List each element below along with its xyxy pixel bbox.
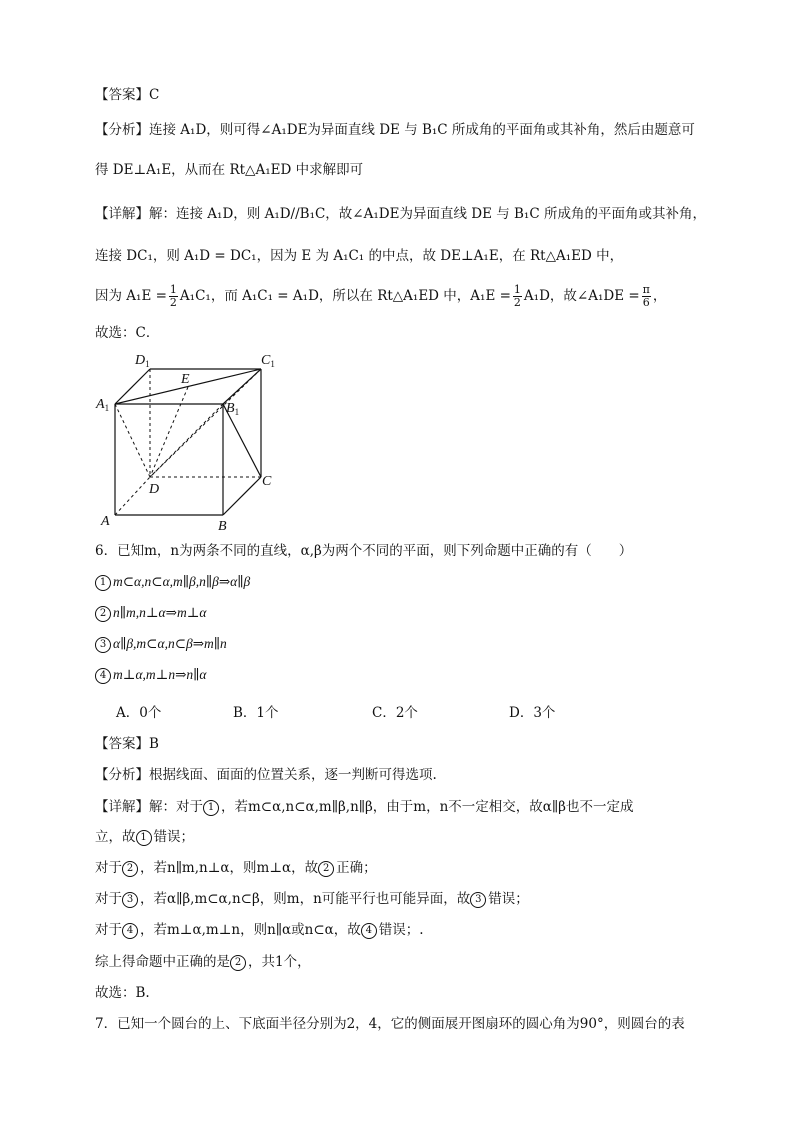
proposition-1-text: m⊂α,n⊂α,m∥β,n∥β⇒α∥β — [113, 574, 251, 589]
q5-choose: 故选：C． — [95, 325, 160, 341]
detail-l3d: ， — [652, 288, 667, 304]
label-d1: $D_1$ — [135, 353, 150, 369]
option-a[interactable]: A．0个 — [116, 705, 162, 721]
d2b: ，若n∥m,n⊥α，则m⊥α，故 — [140, 860, 319, 876]
d1c: 立，故 — [95, 829, 136, 845]
circled-number-4: 4 — [95, 668, 111, 684]
q6-stem: 6．已知m，n为两条不同的直线，α,β为两个不同的平面，则下列命题中正确的有（ ） — [95, 543, 633, 559]
proposition-2-text: n∥m,n⊥α⇒m⊥α — [113, 605, 207, 620]
label-e: E — [181, 372, 190, 387]
hidden-ad — [115, 477, 150, 515]
fraction-half — [169, 284, 178, 309]
label-c: C — [262, 474, 272, 489]
d2c: 正确； — [336, 860, 377, 876]
analysis-text: 根据线面、面面的位置关系，逐一判断可得选项. — [149, 767, 437, 783]
analysis-tag: 【分析】 — [95, 122, 149, 138]
q6-analysis — [95, 766, 437, 784]
q5-analysis-line2: 得 DE⊥A₁E，从而在 Rt△A₁ED 中求解即可 — [95, 162, 364, 178]
edge-bc — [223, 477, 261, 515]
q7-stem: 7．已知一个圆台的上、下底面半径分别为2，4，它的侧面展开图扇环的圆心角为90°，则圆台的表 — [95, 1016, 685, 1032]
label-b: B — [218, 519, 227, 534]
q6-summary — [95, 953, 311, 971]
d4c: 错误；. — [378, 922, 424, 938]
circled-number-2: 2 — [122, 861, 138, 877]
label-c1: $C_1$ — [261, 353, 275, 369]
answer-value: B — [149, 736, 159, 752]
d3b: ，若α∥β,m⊂α,n⊂β，则m，n可能平行也可能异面，故 — [140, 891, 471, 907]
fraction-half-2 — [513, 284, 522, 309]
q6-detail-line1 — [95, 798, 633, 816]
circled-number-1: 1 — [95, 575, 111, 591]
d4a: 对于 — [95, 922, 122, 938]
hidden-de — [150, 387, 188, 477]
analysis-text: 连接 A₁D，则可得∠A₁DE为异面直线 DE 与 B₁C 所成角的平面角或其补角，然后由题意可 — [149, 122, 695, 138]
circled-number-1: 1 — [203, 800, 219, 816]
d1b: ，若m⊂α,n⊂α,m∥β,n∥β，由于m，n不一定相交，故α∥β也不一定成 — [221, 799, 634, 815]
q5-analysis-line1 — [95, 121, 695, 139]
cube-figure — [95, 350, 285, 535]
detail-l3c: A₁D，故∠A₁DE = — [523, 288, 640, 304]
summary-a: 综上得命题中正确的是 — [95, 954, 230, 970]
option-b[interactable]: B．1个 — [233, 705, 279, 721]
circled-number-1: 1 — [136, 830, 152, 846]
q5-detail-line2: 连接 DC₁，则 A₁D = DC₁，因为 E 为 A₁C₁ 的中点，故 DE⊥A₁E，在 Rt△A₁ED 中， — [95, 248, 624, 264]
detail-tag: 【详解】 — [95, 799, 149, 815]
circled-number-3: 3 — [95, 637, 111, 653]
circled-number-4: 4 — [361, 923, 377, 939]
circled-number-3: 3 — [122, 892, 138, 908]
d2a: 对于 — [95, 860, 122, 876]
half2-den: 2 — [513, 296, 521, 309]
detail-l3a: 因为 A₁E = — [95, 288, 167, 304]
q6-proposition-3 — [95, 635, 227, 653]
q6-proposition-2 — [95, 604, 207, 622]
q5-answer — [95, 86, 159, 104]
q6-choose: 故选：B. — [95, 985, 150, 1001]
circled-number-2: 2 — [95, 606, 111, 622]
pi-den: 6 — [642, 296, 650, 309]
option-d[interactable]: D．3个 — [509, 705, 556, 721]
label-d: D — [149, 482, 160, 497]
label-a: A — [101, 514, 110, 529]
summary-b: ，共1个， — [248, 954, 311, 970]
pi-num: π — [642, 283, 650, 296]
proposition-3-text: α∥β,m⊂α,n⊂β⇒m∥n — [113, 636, 227, 651]
detail-tag: 【详解】 — [95, 206, 149, 222]
d3a: 对于 — [95, 891, 122, 907]
label-b1: $B_1$ — [226, 401, 240, 417]
d3c: 错误； — [488, 891, 529, 907]
q5-detail-line3 — [95, 284, 666, 309]
circled-number-2: 2 — [230, 955, 246, 971]
edge-a1d1 — [115, 369, 150, 404]
answer-value: C — [149, 87, 160, 103]
q6-proposition-1 — [95, 573, 250, 591]
d4b: ，若m⊥α,m⊥n，则n∥α或n⊂α，故 — [140, 922, 361, 938]
answer-tag: 【答案】 — [95, 87, 149, 103]
answer-tag: 【答案】 — [95, 736, 149, 752]
hidden-a1d — [115, 404, 150, 477]
circled-number-2: 2 — [318, 861, 334, 877]
circled-number-3: 3 — [470, 892, 486, 908]
detail-l3b: A₁C₁，而 A₁C₁ = A₁D，所以在 Rt△A₁ED 中，A₁E = — [179, 288, 511, 304]
label-a1: $A_1$ — [96, 397, 110, 413]
q6-detail-line5 — [95, 921, 424, 939]
half-den: 2 — [169, 296, 177, 309]
option-c[interactable]: C．2个 — [372, 705, 418, 721]
q6-detail-line4 — [95, 890, 529, 908]
detail-text: 解：连接 A₁D，则 A₁D//B₁C，故∠A₁DE为异面直线 DE 与 B₁C 所成角的平面角或其补角， — [149, 206, 706, 222]
q5-detail-line1 — [95, 205, 706, 223]
half-num: 1 — [169, 283, 177, 296]
half2-num: 1 — [513, 283, 521, 296]
q6-detail-line3 — [95, 859, 377, 877]
q6-detail-line2 — [95, 828, 194, 846]
q6-answer — [95, 735, 159, 753]
fraction-pi-6 — [642, 284, 651, 309]
proposition-4-text: m⊥α,m⊥n⇒n∥α — [113, 667, 207, 682]
d1a: 解：对于 — [149, 799, 203, 815]
analysis-tag: 【分析】 — [95, 767, 149, 783]
circled-number-4: 4 — [122, 923, 138, 939]
d1d: 错误； — [153, 829, 194, 845]
q6-proposition-4 — [95, 666, 207, 684]
